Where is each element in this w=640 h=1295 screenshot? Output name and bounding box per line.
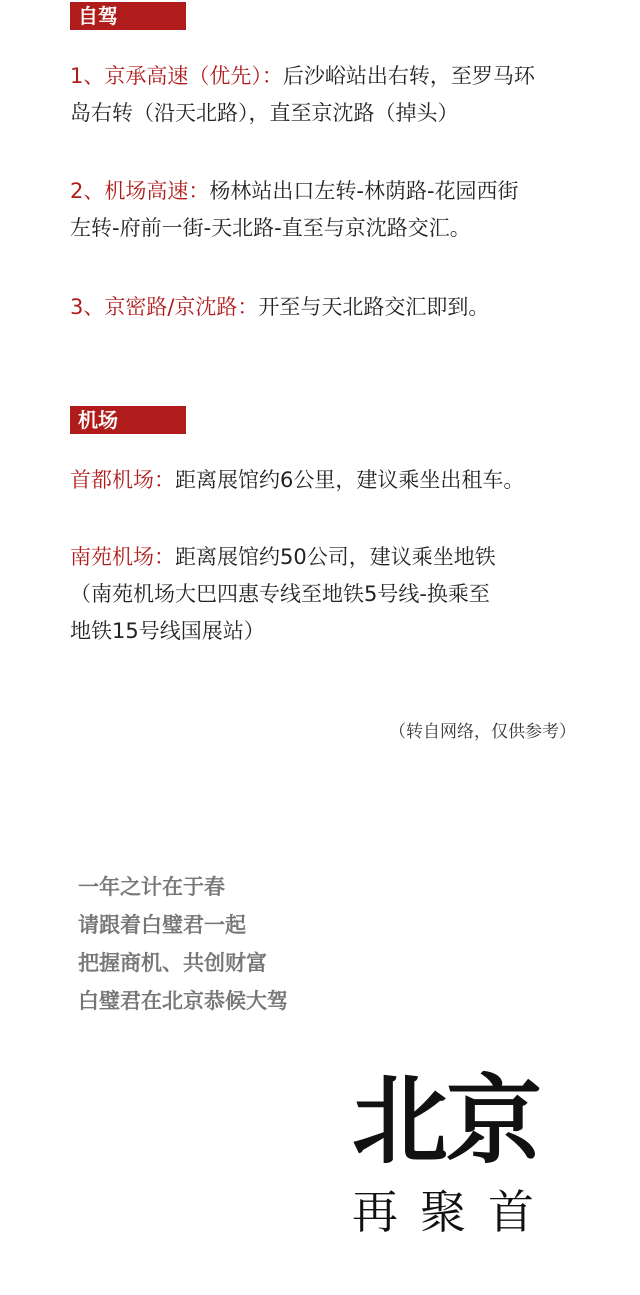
route-label: 2、机场高速： [70, 179, 210, 203]
route-airport-expressway [70, 173, 590, 247]
airport-text: 距离展馆约6公里，建议乘坐出租车。 [175, 468, 525, 492]
poem-line: 一年之计在于春 [78, 874, 225, 899]
route-jingcheng [70, 58, 590, 132]
section-tag-drive: 自驾 [70, 2, 186, 30]
poem-block [78, 868, 288, 1020]
route-text: 杨林站出口左转-林荫路-花园西街 左转-府前一街-天北路-直至与京沈路交汇。 [70, 179, 519, 240]
route-jingmi [70, 289, 590, 326]
source-note: （转自网络，仅供参考） [389, 722, 576, 742]
airport-nanyuan [70, 539, 590, 650]
sub-title: 再聚首 [352, 1185, 556, 1239]
section-tag-airport: 机场 [70, 406, 186, 434]
poem-line: 把握商机、共创财富 [78, 950, 267, 975]
route-label: 1、京承高速（优先）： [70, 64, 283, 88]
airport-label: 南苑机场： [70, 545, 175, 569]
airport-text: 距离展馆约50公司，建议乘坐地铁 （南苑机场大巴四惠专线至地铁5号线-换乘至 地铁15号线国展站） [70, 545, 496, 643]
main-title: 北京 [352, 1064, 540, 1177]
route-label: 3、京密路/京沈路： [70, 295, 259, 319]
route-text: 开至与天北路交汇即到。 [258, 295, 490, 319]
poem-line: 白璧君在北京恭候大驾 [78, 988, 288, 1013]
poem-line: 请跟着白璧君一起 [78, 912, 246, 937]
airport-label: 首都机场： [70, 468, 175, 492]
route-text: 后沙峪站出右转，至罗马环 岛右转（沿天北路），直至京沈路（掉头） [70, 64, 535, 125]
airport-capital [70, 462, 590, 499]
